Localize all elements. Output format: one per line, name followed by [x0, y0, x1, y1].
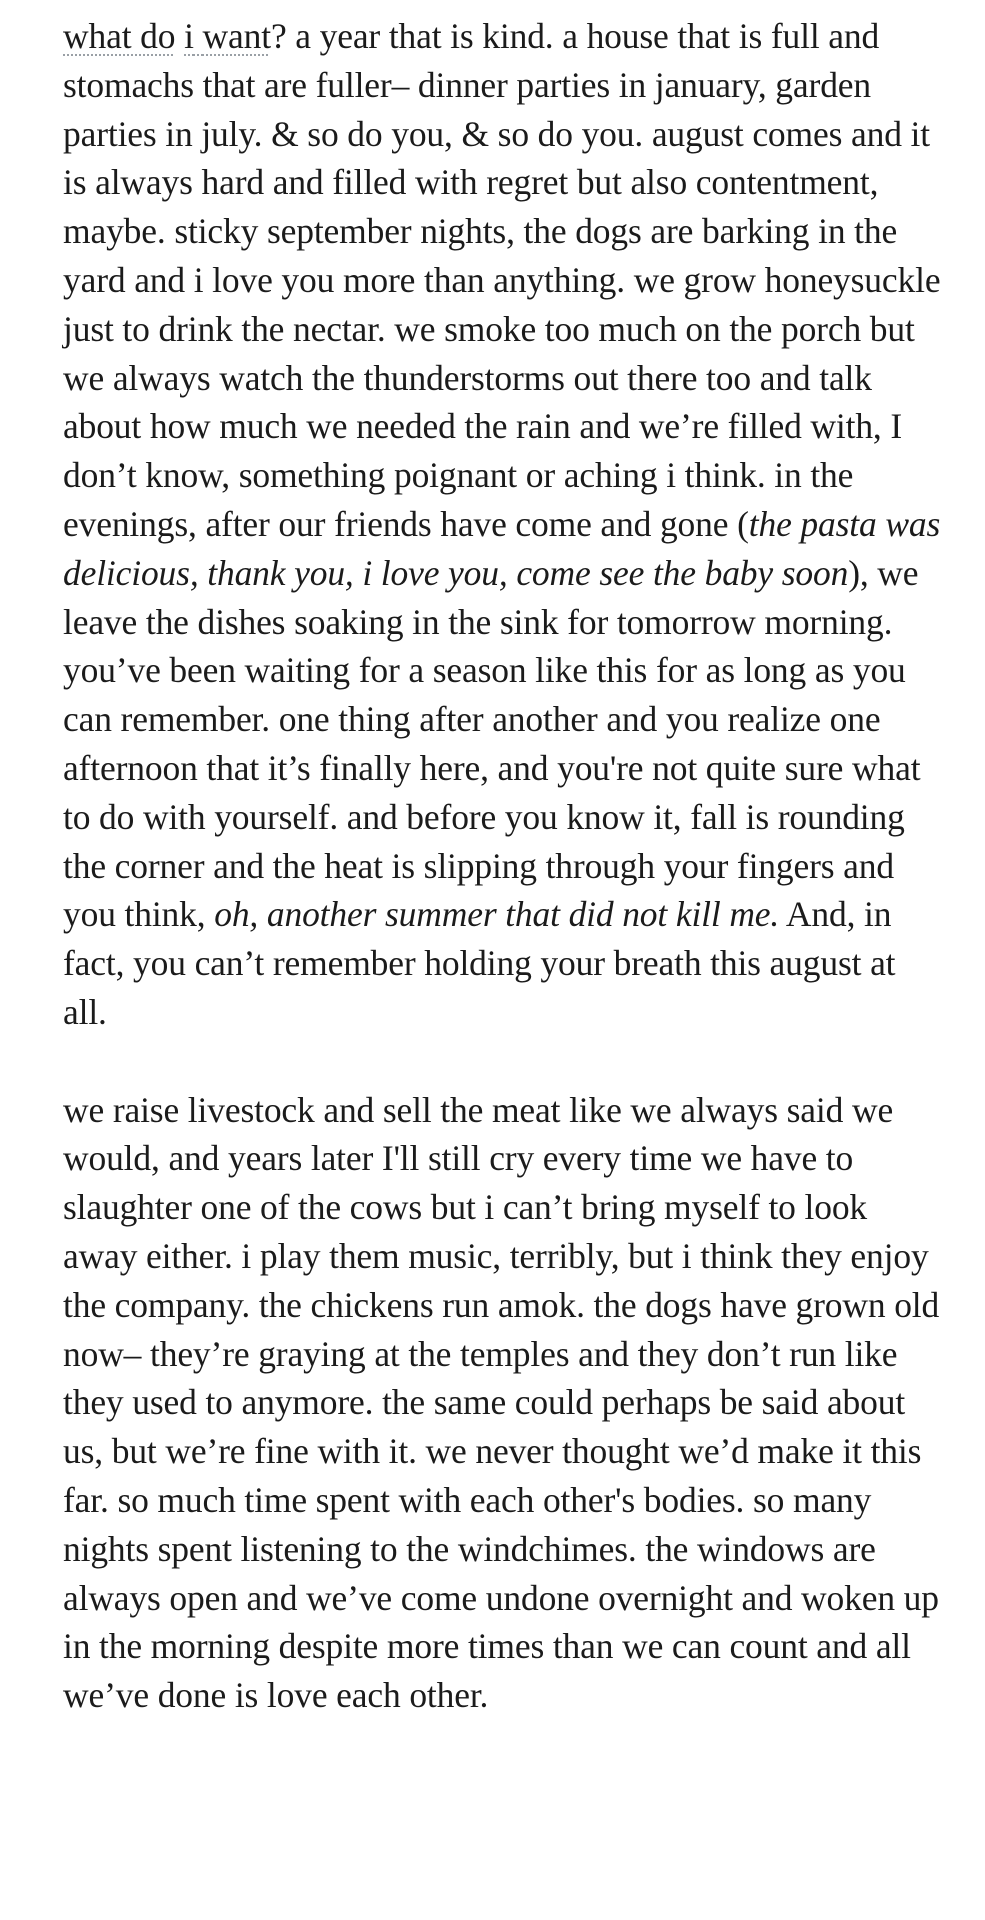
- paragraph-1-text-a: ? a year that is kind. a house that is full and stomachs that are fuller– dinner parties in january, garden parties in july. & so do you, & so do you. august comes and it is always hard and filled with regret but also contentment, maybe. sticky september nights, the dogs are barking in the yard and i love you more than anything. we grow honeysuckle just to drink the nectar. we smoke too much on the porch but we always watch the thunderstorms out there too and talk about how much we needed the rain and we’re filled with, I don’t know, something poignant or aching i think. in the evenings, after our friends have come and gone (: [63, 16, 941, 544]
- paragraph-1: [63, 12, 943, 1037]
- paragraph-2: we raise livestock and sell the meat like we always said we would, and years later I'll still cry every time we have to slaughter one of the cows but i can’t bring myself to look away either. i play them music, terribly, but i think they enjoy the company. the chickens run amok. the dogs have grown old now– they’re graying at the temples and they don’t run like they used to anymore. the same could perhaps be said about us, but we’re fine with it. we never thought we’d make it this far. so much time spent with each other's bodies. so many nights spent listening to the windchimes. the windows are always open and we’ve come undone overnight and woken up in the morning despite more times than we can count and all we’ve done is love each other.: [63, 1089, 940, 1716]
- paragraph-1-text-b: ), we leave the dishes soaking in the sink for tomorrow morning. you’ve been waiting for a season like this for as long as you can remember. one thing after another and you realize one afternoon that it’s finally here, and you're not quite sure what to do with yourself. and before you know it, fall is rounding the corner and the heat is slipping through your fingers and you think,: [63, 552, 921, 935]
- lookup-word-i: i: [184, 16, 194, 56]
- lookup-phrase-i-want[interactable]: [184, 16, 271, 56]
- italic-thought: oh, another summer that did not kill me.: [214, 894, 780, 935]
- quoted-dialogue: the pasta was delicious, thank you, i love you, come see the baby soon: [63, 503, 941, 593]
- lookup-phrase-what-do[interactable]: what do: [63, 16, 176, 56]
- document-body: [63, 12, 943, 1720]
- paragraph-1-text-c: And, in fact, you can’t remember holding your breath this august at all.: [63, 894, 896, 1032]
- lookup-word-want: want: [202, 16, 271, 56]
